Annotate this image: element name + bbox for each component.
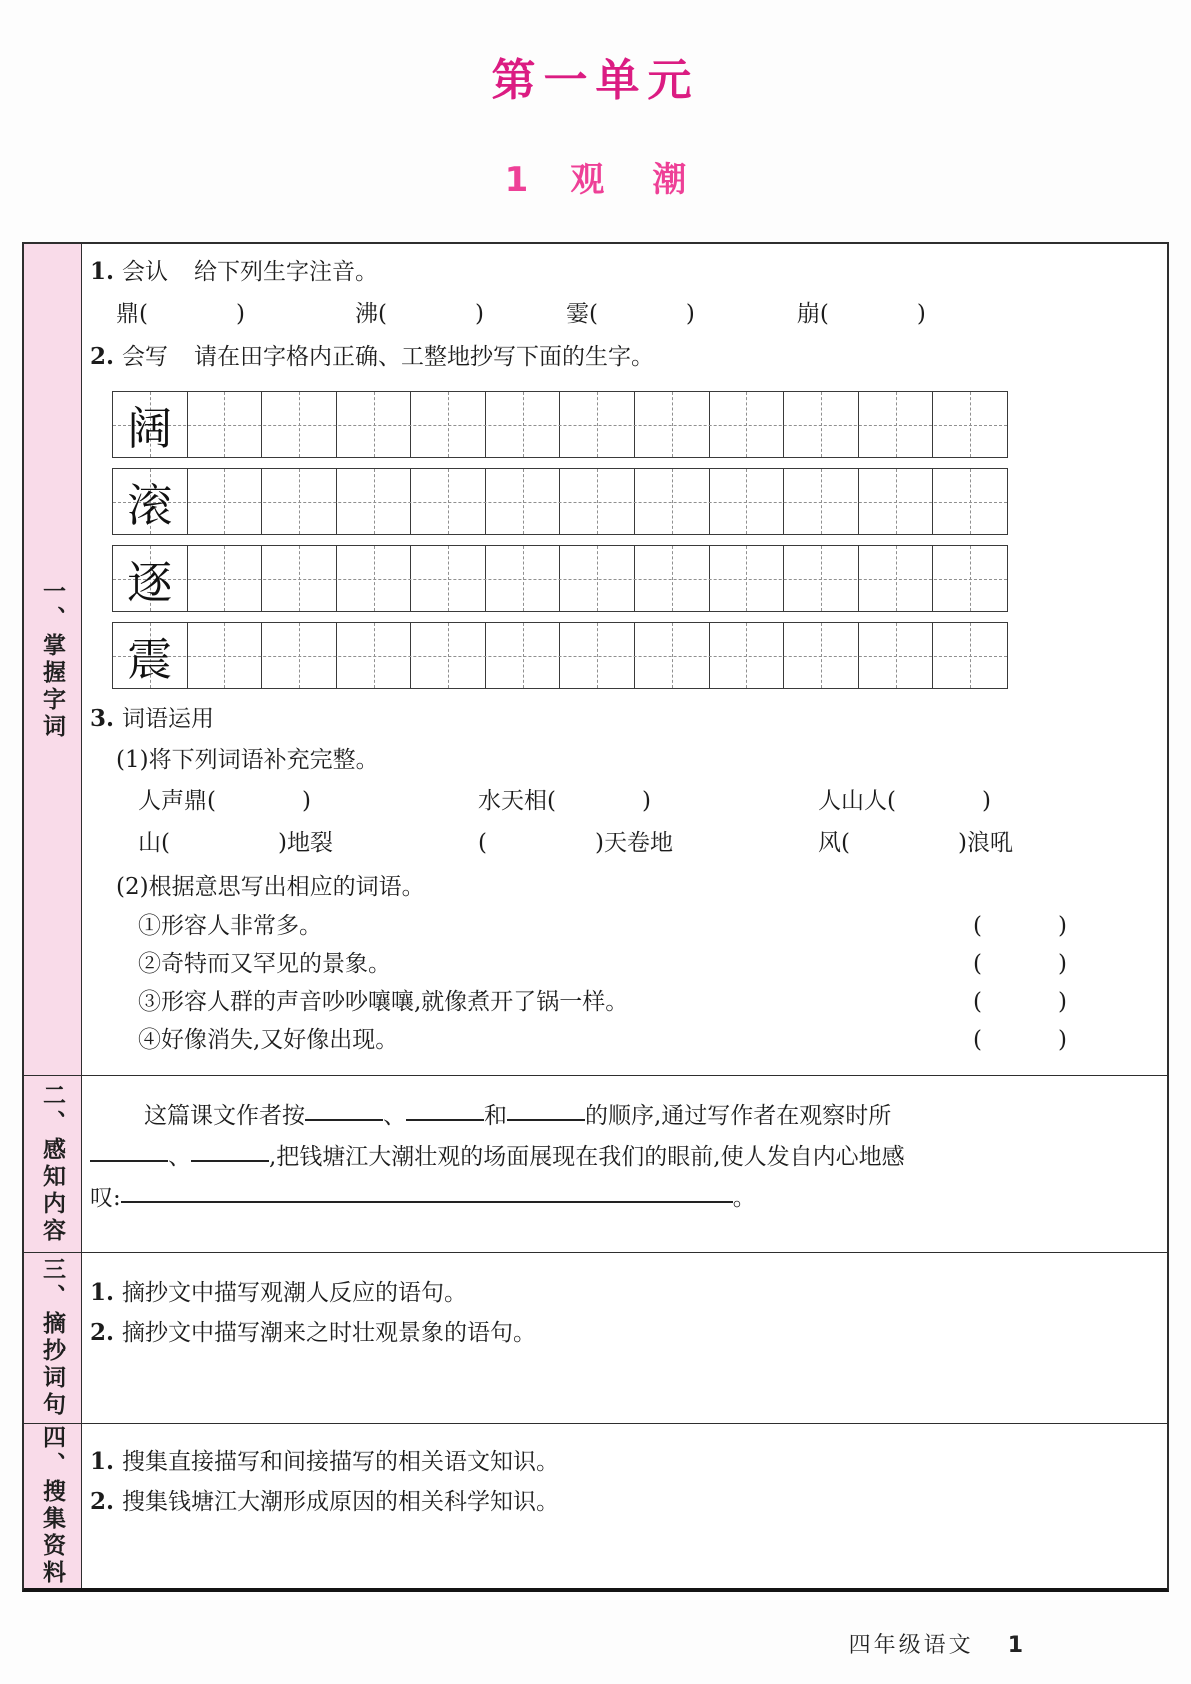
meaning-item-3: ③形容人群的声音吵吵嚷嚷,就像煮开了锅一样。 ( )	[138, 983, 1149, 1021]
tianzige-cell	[411, 392, 486, 457]
tianzige-cell	[337, 546, 412, 611]
section3-label: 三、摘抄词句	[39, 1257, 65, 1419]
tianzige-cell	[337, 469, 412, 534]
tianzige-cell	[486, 546, 561, 611]
collect-item-1: 1. 搜集直接描写和间接描写的相关语文知识。	[90, 1448, 560, 1475]
tianzige-cell	[635, 469, 710, 534]
tianzige-cell	[486, 469, 561, 534]
section1-label: 一、掌握字词	[39, 578, 65, 741]
answer-blank	[90, 1156, 168, 1162]
answer-blank	[121, 1197, 733, 1203]
meaning-item-2: ②奇特而又罕见的景象。 ( )	[138, 945, 1149, 983]
tianzige-cell	[337, 392, 412, 457]
item-ciyu: 3. 词语运用	[90, 705, 215, 732]
tianzige-row	[112, 391, 1008, 458]
tianzige-cell	[262, 392, 337, 457]
tianzige-cell	[933, 392, 1007, 457]
tianzige-cell	[560, 392, 635, 457]
tianzige-cell	[560, 469, 635, 534]
model-character: 滚	[127, 479, 173, 532]
tianzige-cell	[710, 392, 785, 457]
tianzige-cell	[337, 623, 412, 688]
item-huixie: 2. 会写 请在田字格内正确、工整地抄写下面的生字。	[90, 343, 655, 370]
pinyin-blank: 鼎( )	[116, 301, 245, 327]
tianzige-cell	[710, 469, 785, 534]
answer-parens: ( )	[973, 1027, 1067, 1053]
model-character: 逐	[127, 556, 173, 609]
tianzige-cell	[113, 392, 188, 457]
section4-label-cell	[24, 1424, 82, 1588]
footer-grade-label: 四年级语文	[848, 1633, 974, 1658]
fill-paragraph-line3: 叹: 。	[90, 1185, 756, 1211]
section3-body	[82, 1253, 1167, 1423]
tianzige-cell	[411, 623, 486, 688]
sub-item-2: (2)根据意思写出相应的词语。	[116, 874, 425, 900]
tianzige-cell	[859, 392, 934, 457]
footer-page-number: 1	[1007, 1633, 1023, 1658]
tianzige-cell	[560, 546, 635, 611]
lesson-title	[0, 152, 1191, 201]
tianzige-cell	[188, 546, 263, 611]
answer-parens: ( )	[973, 989, 1067, 1015]
unit-title: 第一单元	[491, 55, 700, 106]
tianzige-cell	[635, 623, 710, 688]
pinyin-blank: 崩( )	[796, 301, 926, 327]
tianzige-cell	[411, 546, 486, 611]
tianzige-cell	[113, 546, 188, 611]
model-character: 阔	[127, 402, 173, 455]
excerpt-item-2: 2. 摘抄文中描写潮来之时壮观景象的语句。	[90, 1319, 537, 1346]
fill-paragraph-line1: 这篇课文作者按 、 和 的顺序,通过写作者在观察时所	[144, 1103, 892, 1129]
lesson-name: 观潮	[570, 160, 735, 200]
meaning-item-1: ①形容人非常多。 ( )	[138, 907, 1149, 945]
tianzige-cell	[486, 392, 561, 457]
tianzige-cell	[784, 546, 859, 611]
fill-blank: 山( )地裂	[138, 830, 333, 856]
answer-blank	[191, 1156, 269, 1162]
answer-blank	[305, 1115, 383, 1121]
lesson-number: 1	[504, 160, 529, 200]
fill-words-row1	[138, 780, 1149, 822]
tianzige-cell	[411, 469, 486, 534]
tianzige-cell	[784, 469, 859, 534]
fill-blank: ( )天卷地	[478, 830, 673, 856]
tianzige-cell	[784, 392, 859, 457]
fill-blank: 风( )浪吼	[818, 830, 1013, 856]
fill-words-row2	[138, 822, 1149, 864]
tianzige-cell	[188, 469, 263, 534]
tianzige-row	[112, 468, 1008, 535]
tianzige-cell	[262, 546, 337, 611]
tianzige-cell	[262, 469, 337, 534]
tianzige-cell	[933, 469, 1007, 534]
fill-blank: 人山人( )	[818, 788, 991, 814]
sub-item-1: (1)将下列词语补充完整。	[116, 747, 379, 773]
section2-body	[82, 1076, 1167, 1252]
fill-paragraph-line2: 、 ,把钱塘江大潮壮观的场面展现在我们的眼前,使人发自内心地感	[90, 1137, 1149, 1178]
tianzige-cell	[188, 392, 263, 457]
tianzige-cell	[859, 623, 934, 688]
tianzige-cell	[859, 469, 934, 534]
section4-label: 四、搜集资料	[39, 1425, 65, 1587]
tianzige-cell	[560, 623, 635, 688]
model-character: 震	[127, 633, 173, 686]
tianzige-row	[112, 545, 1008, 612]
tianzige-cell	[710, 623, 785, 688]
fill-blank: 水天相( )	[478, 788, 651, 814]
tianzige-cell	[188, 623, 263, 688]
section1-body	[82, 244, 1167, 1075]
excerpt-item-1: 1. 摘抄文中描写观潮人反应的语句。	[90, 1279, 468, 1306]
tianzige-cell	[113, 623, 188, 688]
worksheet-table	[22, 242, 1169, 1592]
page-footer	[849, 1628, 1023, 1659]
answer-blank	[406, 1115, 484, 1121]
answer-parens: ( )	[973, 951, 1067, 977]
section-master-words	[24, 244, 1167, 1075]
tianzige-cell	[635, 392, 710, 457]
section1-label-cell	[24, 244, 82, 1075]
tianzige-cell	[635, 546, 710, 611]
fill-blank: 人声鼎( )	[138, 788, 311, 814]
section2-label-cell	[24, 1076, 82, 1252]
tianzige-cell	[859, 546, 934, 611]
tianzige-cell	[113, 469, 188, 534]
section-collect-materials	[24, 1423, 1167, 1588]
pinyin-blank: 沸( )	[354, 301, 484, 327]
tianzige-cell	[710, 546, 785, 611]
section4-body	[82, 1424, 1167, 1588]
tianzige-cell	[262, 623, 337, 688]
section-perceive-content	[24, 1075, 1167, 1252]
tianzige-cell	[486, 623, 561, 688]
tianzige-grid	[112, 391, 1149, 689]
tianzige-row	[112, 622, 1008, 689]
section3-label-cell	[24, 1253, 82, 1423]
tianzige-cell	[784, 623, 859, 688]
pinyin-blank: 霎( )	[565, 301, 695, 327]
section2-label: 二、感知内容	[39, 1083, 65, 1245]
answer-parens: ( )	[973, 913, 1067, 939]
collect-item-2: 2. 搜集钱塘江大潮形成原因的相关科学知识。	[90, 1488, 560, 1515]
pinyin-exercise-row	[90, 295, 1149, 334]
meaning-item-4: ④好像消失,又好像出现。 ( )	[138, 1021, 1149, 1059]
tianzige-cell	[933, 546, 1007, 611]
section-excerpt-sentences	[24, 1252, 1167, 1423]
tianzige-cell	[933, 623, 1007, 688]
item-huiren: 1. 会认 给下列生字注音。	[90, 258, 379, 285]
answer-blank	[507, 1115, 585, 1121]
